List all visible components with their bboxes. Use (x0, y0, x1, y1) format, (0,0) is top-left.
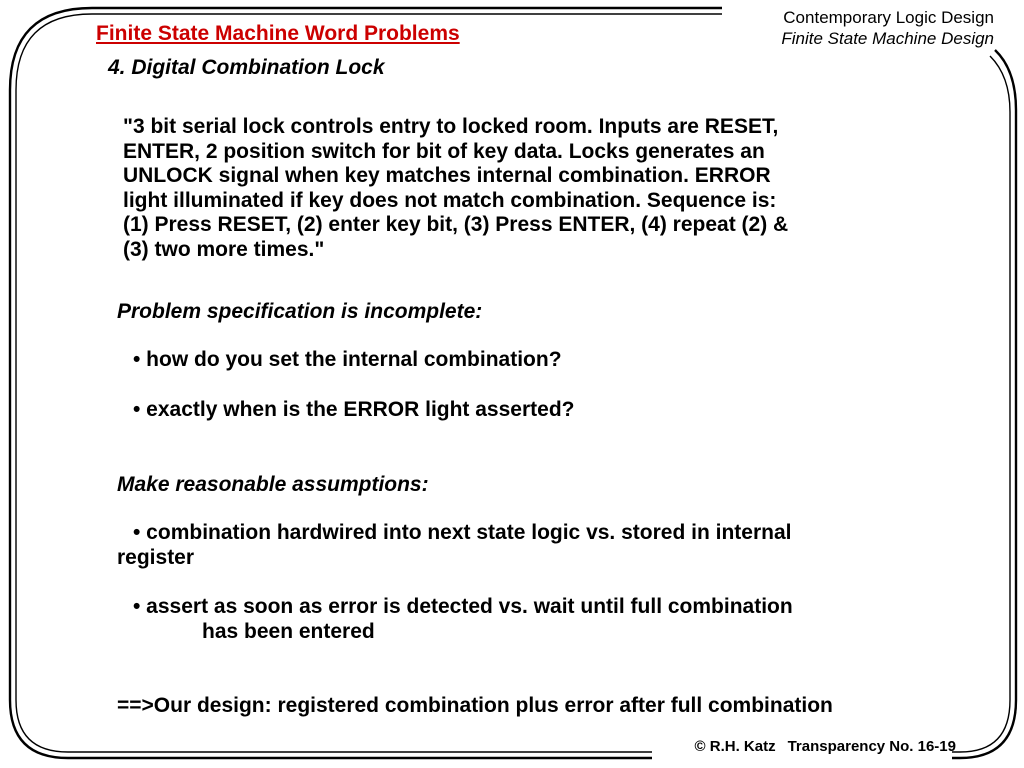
quote-line: "3 bit serial lock controls entry to locked room. Inputs are RESET, (123, 115, 779, 138)
quote-line: (1) Press RESET, (2) enter key bit, (3) Press ENTER, (4) repeat (2) & (123, 213, 789, 237)
problem-bullet-1: • how do you set the internal combination? (133, 348, 562, 371)
quote-line: (3) two more times." (123, 237, 325, 261)
assumption-bullet-2-line-1: • assert as soon as error is detected vs. wait until full combination (133, 595, 793, 618)
assumption-bullet-1-line-2: register (117, 546, 195, 569)
slide-footer (695, 738, 956, 755)
problem-bullet-2: • exactly when is the ERROR light asserted? (133, 398, 575, 421)
quote-line: light illuminated if key does not match combination. Sequence is: (123, 188, 777, 212)
course-header (781, 7, 994, 49)
quote-line: ENTER, 2 position switch for bit of key data. Locks generates an (123, 139, 765, 163)
design-conclusion: ==>Our design: registered combination plus error after full combination (117, 694, 833, 717)
assumption-bullet-2-line-2: has been entered (202, 620, 375, 643)
transparency-number: Transparency No. 16-19 (787, 738, 956, 755)
slide-title: Finite State Machine Word Problems (96, 22, 460, 45)
copyright-text: © R.H. Katz (694, 738, 776, 755)
problem-heading: Problem specification is incomplete: (117, 300, 483, 323)
quote-line: UNLOCK signal when key matches internal combination. ERROR (123, 164, 771, 188)
slide-subtitle: 4. Digital Combination Lock (108, 56, 385, 79)
course-name: Contemporary Logic Design (783, 8, 994, 27)
chapter-name: Finite State Machine Design (781, 29, 994, 48)
assumption-bullet-1-line-1: • combination hardwired into next state logic vs. stored in internal (133, 521, 792, 544)
problem-statement-quote (123, 115, 788, 263)
assumptions-heading: Make reasonable assumptions: (117, 473, 429, 496)
